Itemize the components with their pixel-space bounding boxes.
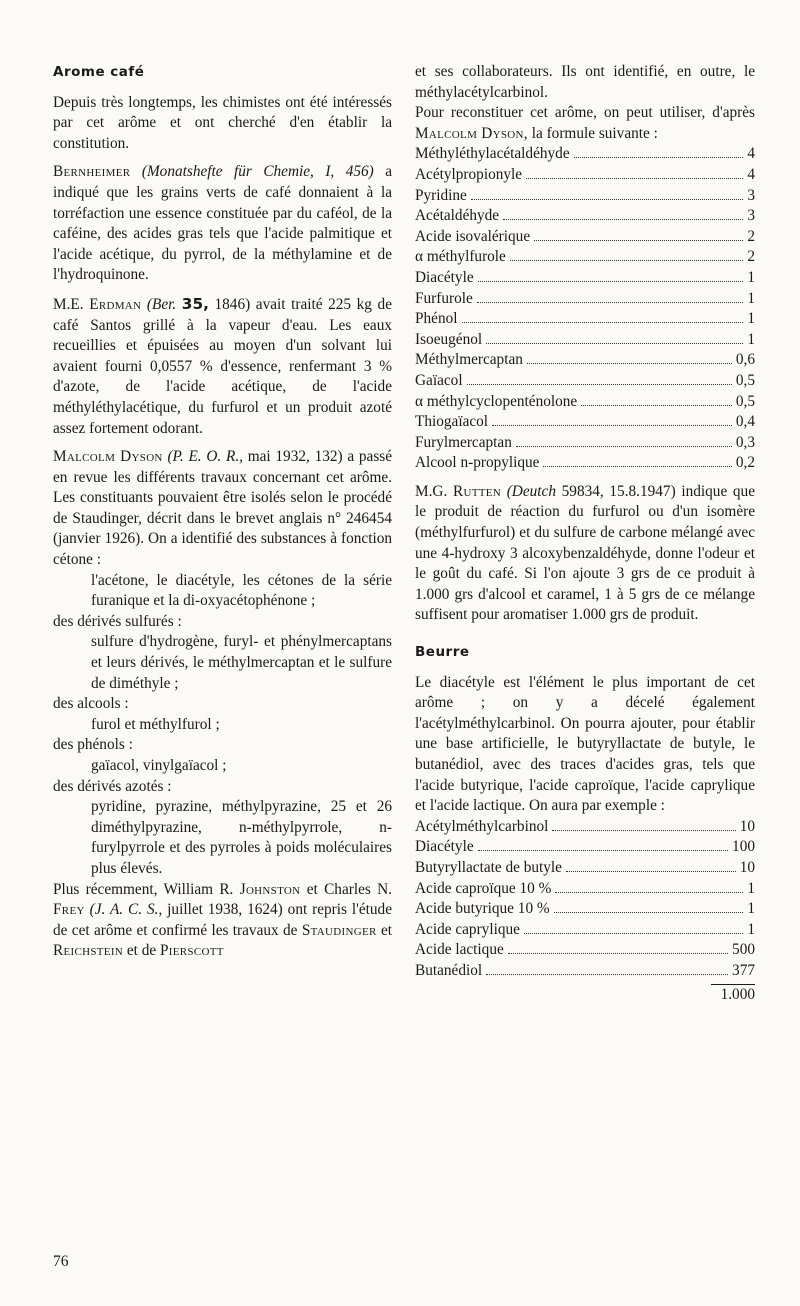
ingredient-name: Acétaldéhyde (415, 207, 500, 225)
reference: (Deutch (506, 482, 556, 500)
ingredient-name: Acide isovalérique (415, 227, 531, 245)
example-row (415, 817, 755, 838)
text-fragment: et Charles N. (306, 880, 393, 898)
leader-dots (543, 466, 731, 467)
leader-dots (516, 446, 732, 447)
left-column (53, 62, 392, 962)
ingredient-value: 1 (747, 900, 755, 918)
paragraph-text: mai 1932, 132) a passé en revue les différents travaux concernant cet arôme. Les constituants pouvaient être isolés selon le procédé de Staudinger, décrit dans le brevet anglais n° 246454 (janvier 1926). On a identifié des substances à fonction cétone : (53, 448, 393, 569)
ingredient-name: Butyryllactate de butyle (415, 858, 562, 876)
ingredient-name: Furylmercaptan (415, 433, 512, 451)
reference: (P. E. O. R., (167, 448, 243, 466)
ingredient-value: 3 (747, 186, 755, 204)
paragraph-text: avait traité 225 kg de café Santos grillé à la vapeur d'eau. Les eaux recueillies et épuisées au moyen d'un solvant lui avaient fourni 0,0557 % d'essence, renfermant 3 % d'azote, de l'acide acétique, de l'acide méthyléthylacétique, du furfurol et un produit azoté assez fortement odorant. (53, 295, 392, 437)
reference: (Ber. (146, 295, 177, 313)
formula-row (415, 453, 755, 474)
reference: (J. A. C. S., (89, 901, 163, 919)
ingredient-value: 3 (747, 207, 755, 225)
ingredient-name: Butanédiol (415, 961, 483, 979)
ingredient-value: 0,3 (735, 433, 755, 451)
author-name: Bernheimer (53, 163, 131, 181)
paragraph-bernheimer (53, 162, 392, 286)
text-fragment: et (380, 921, 393, 939)
list-label-azotes: des dérivés azotés : (53, 777, 172, 795)
leader-dots (477, 302, 744, 303)
ingredient-name: Alcool n-propylique (415, 454, 540, 472)
text-fragment: juillet 1938, 1624) ont repris l'étude de cet arôme et confirmé les travaux de (53, 901, 392, 939)
formula-list (415, 144, 755, 474)
ingredient-name: Acide caproïque 10 % (415, 879, 552, 897)
leader-dots (478, 850, 728, 851)
page-number: 76 (53, 1253, 69, 1270)
formula-row (415, 289, 755, 310)
total-value: 1.000 (711, 984, 755, 1006)
text-fragment: Plus récemment, William R. (53, 880, 234, 898)
ingredient-name: Acétylméthylcarbinol (415, 817, 549, 835)
ingredient-name: Acétylpropionyle (415, 165, 523, 183)
ingredient-value: 2 (747, 227, 755, 245)
author-name: Pierscott (160, 942, 224, 960)
ingredient-value: 1 (747, 289, 755, 307)
ingredient-name: Phénol (415, 310, 458, 328)
right-column (415, 62, 755, 1005)
formula-row (415, 206, 755, 227)
formula-row (415, 371, 755, 392)
author-initials: M.G. (415, 482, 448, 500)
total-row (415, 982, 755, 1006)
paragraph-rutten (415, 482, 755, 626)
paragraph-beurre: Le diacétyle est l'élément le plus important de cet arôme ; on y a décelé également l'acétylméthylcarbinol. On pourra ajouter, pour établir une base artificielle, le butyryllactate de butyle, le butanédiol, avec des traces d'acides gras, tels que l'acide butyrique, l'acide caproïque, l'acide caprylique et l'acide lactique. On aura par exemple : (415, 673, 755, 815)
ingredient-value: 4 (747, 145, 755, 163)
ingredient-value: 4 (747, 165, 755, 183)
ingredient-name: Méthylmercaptan (415, 351, 523, 369)
leader-dots (486, 343, 743, 344)
paragraph-text: 59834, 15.8.1947) indique que le produit de réaction du furfurol ou d'un isomère (méthylfurfurol) et du sulfure de carbone mélangé avec une 4-hydroxy 3 alcoxybenzaldéhyde, donne l'odeur et le goût du café. Si l'on ajoute 3 grs de ce produit à 1.000 grs d'alcool et caramel, 1 à 5 grs de ce mélange suffisent pour aromatiser 1.000 grs de produit. (415, 482, 755, 624)
leader-dots (510, 260, 743, 261)
text-fragment: et de (126, 942, 157, 960)
ingredient-name: Pyridine (415, 186, 467, 204)
author-name: Frey (53, 901, 85, 919)
ingredient-value: 1 (747, 920, 755, 938)
formula-row (415, 309, 755, 330)
formula-row (415, 350, 755, 371)
author-name: Staudinger (301, 921, 377, 939)
ingredient-name: Diacétyle (415, 268, 474, 286)
text-fragment: Pour reconstituer cet arôme, on peut utiliser, d'après (415, 104, 755, 122)
list-item-azotes: pyridine, pyrazine, méthylpyrazine, 25 et 26 diméthylpyrazine, n-méthylpyrrole, n-furylpyrrole et des pyrroles à poids moléculaires plus élevés. (91, 798, 392, 877)
formula-row (415, 144, 755, 165)
example-row (415, 858, 755, 879)
formula-row (415, 247, 755, 268)
ingredient-value: 1 (747, 268, 755, 286)
example-row (415, 920, 755, 941)
ingredient-value: 1 (747, 310, 755, 328)
author-name: Erdman (89, 295, 142, 313)
ingredient-value: 377 (732, 961, 755, 979)
section-heading-beurre: Beurre (415, 644, 470, 661)
ingredient-value: 1 (747, 879, 755, 897)
ingredient-name: Furfurole (415, 289, 473, 307)
example-row (415, 879, 755, 900)
leader-dots (492, 425, 732, 426)
ingredient-value: 100 (732, 838, 755, 856)
text-fragment: la formule suivante : (531, 124, 658, 142)
list-label-phenols: des phénols : (53, 736, 133, 754)
ingredient-value: 500 (732, 941, 755, 959)
leader-dots (554, 912, 744, 913)
paragraph-erdman (53, 294, 392, 439)
formula-row (415, 392, 755, 413)
formula-row (415, 330, 755, 351)
leader-dots (527, 363, 732, 364)
author-name: Malcolm Dyson, (415, 124, 528, 142)
leader-dots (503, 219, 743, 220)
ingredient-value: 0,5 (735, 371, 755, 389)
leader-dots (467, 384, 732, 385)
paragraph-formula-intro (415, 103, 755, 144)
leader-dots (534, 240, 743, 241)
paragraph-dyson (53, 447, 392, 571)
ingredient-value: 2 (747, 248, 755, 266)
example-row (415, 837, 755, 858)
ingredient-name: Isoeugénol (415, 330, 483, 348)
list-item-phenols: gaïacol, vinylgaïacol ; (91, 757, 227, 774)
author-name: Rutten (452, 482, 502, 500)
formula-row (415, 165, 755, 186)
ingredient-name: Diacétyle (415, 838, 474, 856)
list-item-alcools: furol et méthylfurol ; (91, 715, 220, 733)
leader-dots (526, 178, 743, 179)
leader-dots (478, 281, 744, 282)
formula-row (415, 227, 755, 248)
leader-dots (552, 830, 735, 831)
ingredient-name: Acide caprylique (415, 920, 520, 938)
leader-dots (524, 933, 743, 934)
author-name: Malcolm Dyson (53, 448, 163, 466)
list-label-sulfures: des dérivés sulfurés : (53, 612, 182, 630)
example-row (415, 899, 755, 920)
leader-dots (486, 974, 728, 975)
ingredient-name: Acide butyrique 10 % (415, 900, 550, 918)
leader-dots (566, 871, 736, 872)
leader-dots (462, 322, 744, 323)
ingredient-name: Gaïacol (415, 371, 463, 389)
author-initials: M.E. (53, 295, 84, 313)
ingredient-name: Méthyléthylacétaldéhyde (415, 145, 570, 163)
ingredient-value: 0,6 (735, 351, 755, 369)
paragraph-continuation: et ses collaborateurs. Ils ont identifié, en outre, le méthylacétylcarbinol. (415, 63, 755, 101)
ingredient-name: α méthylcyclopenténolone (415, 392, 578, 410)
ingredient-value: 0,5 (735, 392, 755, 410)
formula-row (415, 268, 755, 289)
ingredient-value: 10 (739, 817, 755, 835)
ingredient-value: 0,2 (735, 454, 755, 472)
paragraph-johnston (53, 880, 392, 962)
leader-dots (555, 892, 743, 893)
paragraph-text: a indiqué que les grains verts de café donnaient à la torréfaction une essence constituée par du caféol, de la caféine, des acides gras tels que l'acide palmitique et l'acide acétique, du pyrrol, de la méthylamine et de l'hydroquinone. (53, 163, 393, 284)
example-row (415, 961, 755, 982)
leader-dots (574, 157, 744, 158)
example-row (415, 940, 755, 961)
list-item-cetones: l'acétone, le diacétyle, les cétones de la série furanique et la di-oxyacétophénone ; (91, 571, 392, 610)
section-heading-arome-cafe: Arome café (53, 64, 145, 80)
example-list (415, 817, 755, 1005)
ingredient-value: 0,4 (735, 413, 755, 431)
formula-row (415, 186, 755, 207)
leader-dots (581, 405, 732, 406)
formula-row (415, 412, 755, 433)
formula-row (415, 433, 755, 454)
paragraph-intro: Depuis très longtemps, les chimistes ont été intéressés par cet arôme et ont cherché d'en établir la constitution. (53, 93, 392, 152)
list-label-alcools: des alcools : (53, 695, 129, 713)
reference-page: 1846) (214, 295, 251, 313)
ingredient-name: Thiogaïacol (415, 413, 489, 431)
author-name: Reichstein (53, 942, 124, 960)
ingredient-value: 10 (739, 858, 755, 876)
ingredient-name: α méthylfurole (415, 248, 506, 266)
leader-dots (471, 199, 744, 200)
ingredient-name: Acide lactique (415, 941, 504, 959)
reference-volume: 35, (181, 294, 209, 313)
list-item-sulfures: sulfure d'hydrogène, furyl- et phénylmercaptans et leurs dérivés, le méthylmercaptan et le sulfure de diméthyle ; (91, 633, 392, 692)
reference: (Monatshefte für Chemie, I, 456) (141, 163, 374, 181)
ingredient-value: 1 (747, 330, 755, 348)
author-name: Johnston (239, 880, 301, 898)
leader-dots (508, 953, 728, 954)
